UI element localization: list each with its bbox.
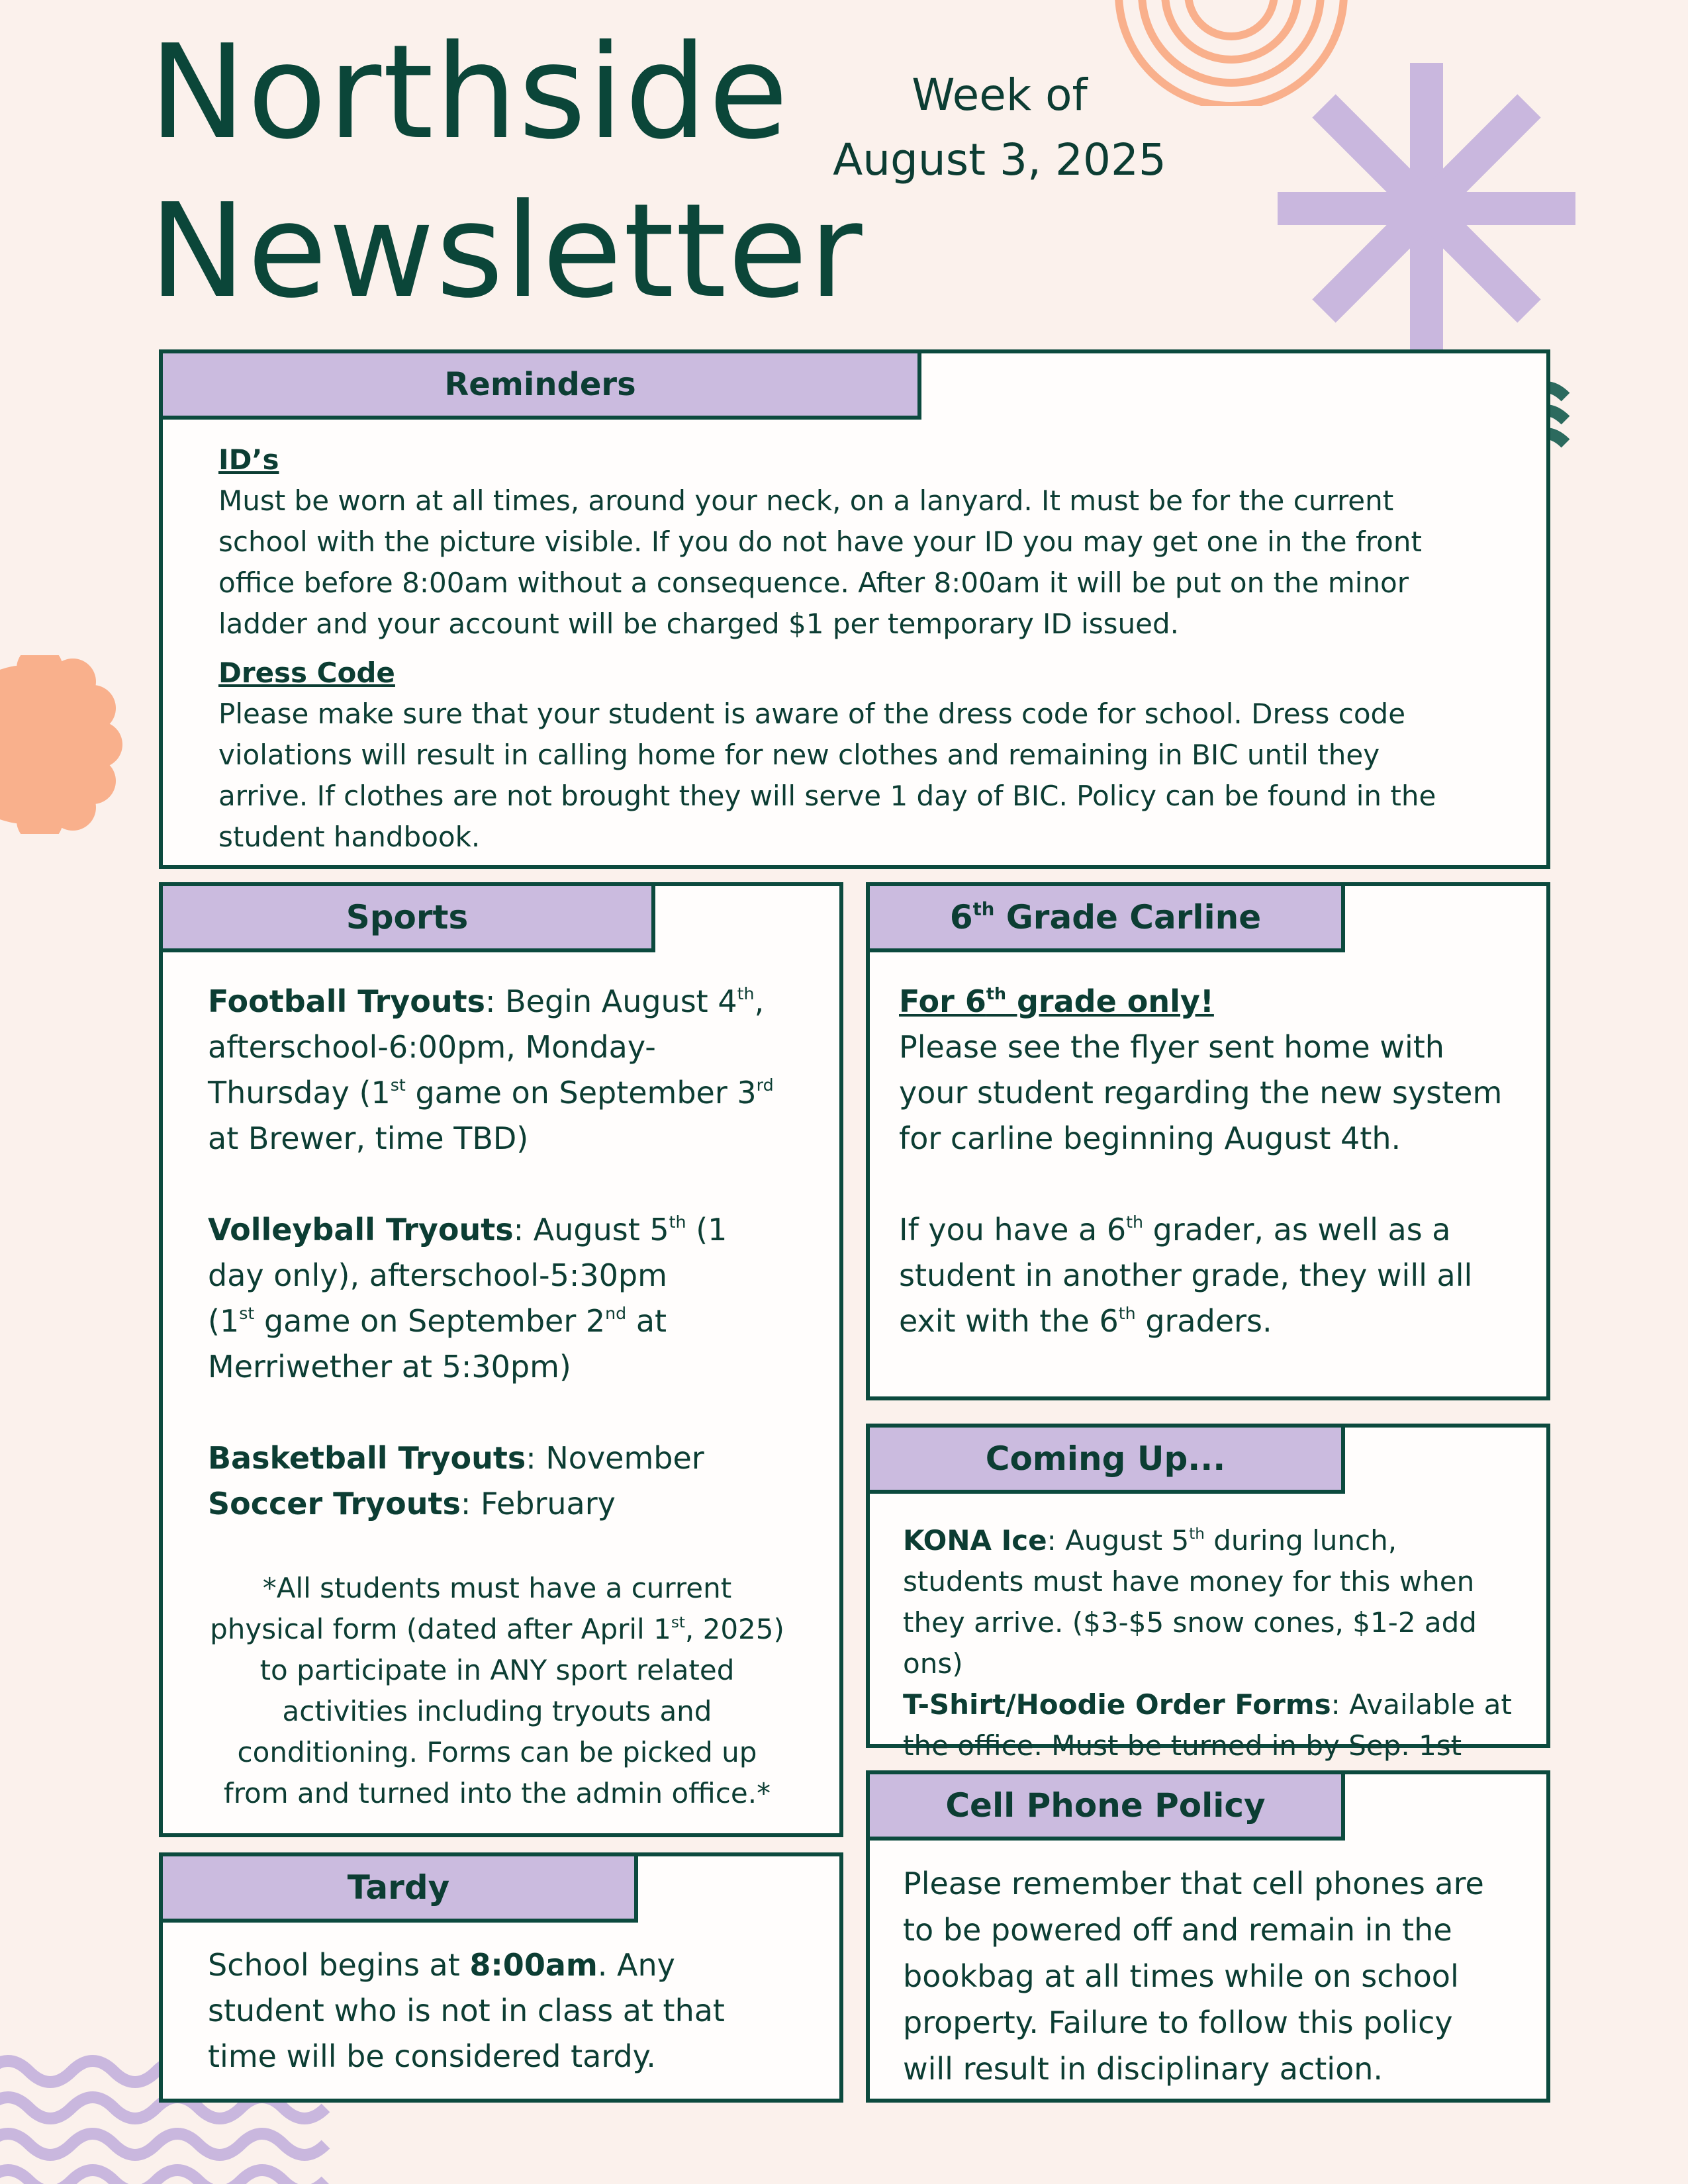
sports-header-label: Sports: [346, 898, 469, 936]
tardy-header: [159, 1852, 638, 1923]
basketball-tryouts: Basketball Tryouts: November: [208, 1440, 704, 1476]
title-line-2: Newsletter: [149, 176, 864, 327]
sports-body: [208, 979, 790, 1527]
cell-phone-header-label: Cell Phone Policy: [945, 1786, 1266, 1825]
scalloped-circle-decoration: [0, 655, 126, 834]
coming-up-section: [866, 1424, 1550, 1762]
volleyball-label: Volleyball Tryouts: [208, 1212, 514, 1248]
week-date: August 3, 2025: [833, 134, 1166, 185]
carline-text-2: If you have a 6th grader, as well as a student in another grade, they will all exit with the 6th graders.: [899, 1212, 1473, 1339]
carline-subheading: For 6th grade only!: [899, 983, 1214, 1019]
carline-section: [866, 882, 1550, 1400]
kona-ice-item: KONA Ice: August 5th during lunch, students must have money for this when they arrive. ($3-$5 snow cones, $1-2 add ons): [903, 1524, 1477, 1680]
volleyball-first-game: (1st game on September 2nd at Merriwether at 5:30pm): [208, 1303, 667, 1385]
carline-header-label: 6th Grade Carline: [949, 898, 1262, 936]
football-tryouts: Football Tryouts: Begin August 4th, afterschool-6:00pm, Monday-Thursday (1st game on September 3rd at Brewer, time TBD): [208, 983, 774, 1156]
tardy-header-label: Tardy: [347, 1868, 450, 1907]
reminders-header-label: Reminders: [444, 366, 636, 403]
tshirt-label: T-Shirt/Hoodie Order Forms: [903, 1688, 1331, 1721]
newsletter-title: [149, 13, 864, 331]
kona-label: KONA Ice: [903, 1524, 1047, 1557]
volleyball-tryouts: Volleyball Tryouts: August 5th (1 day only), afterschool-5:30pm: [208, 1212, 727, 1293]
soccer-label: Soccer Tryouts: [208, 1486, 461, 1522]
football-label: Football Tryouts: [208, 983, 485, 1019]
title-line-1: Northside: [149, 17, 790, 168]
cell-phone-header: [866, 1770, 1345, 1841]
cell-phone-text: Please remember that cell phones are to be powered off and remain in the bookbag at all times while on school property. Failure to follow this policy will result in disciplinary action.: [903, 1866, 1484, 2087]
carline-body: [899, 979, 1521, 1344]
tardy-body: School begins at 8:00am. Any student who is not in class at that time will be considered tardy.: [208, 1947, 725, 2074]
basketball-label: Basketball Tryouts: [208, 1440, 526, 1476]
ids-text: Must be worn at all times, around your neck, on a lanyard. It must be for the current school with the picture visible. If you do not have your ID you may get one in the front office before 8:00am without a consequence. After 8:00am it will be put on the minor ladder and your account will be charged $1 per temporary ID issued.: [218, 484, 1422, 640]
coming-up-header-label: Coming Up...: [985, 1439, 1226, 1478]
sports-header: [159, 882, 655, 952]
reminders-header: [159, 349, 921, 420]
soccer-tryouts: Soccer Tryouts: February: [208, 1486, 616, 1522]
reminders-section: [159, 349, 1550, 869]
coming-up-header: [866, 1424, 1345, 1494]
week-label: Week of: [912, 69, 1088, 120]
asterisk-decoration: [1278, 63, 1575, 354]
tshirt-order-item: T-Shirt/Hoodie Order Forms: Available at the office. Must be turned in by Sep. 1st: [903, 1688, 1512, 1762]
carline-text-1: Please see the flyer sent home with your student regarding the new system for carline beginning August 4th.: [899, 1029, 1503, 1156]
physical-form-note: *All students must have a current physical form (dated after April 1st, 2025) to participate in ANY sport related activities including tryouts and conditioning. Forms can be picked up from and turned into the admin office.*: [210, 1572, 784, 1809]
ids-heading: ID’s: [218, 443, 279, 476]
coming-up-body: [903, 1520, 1525, 1766]
dress-code-text: Please make sure that your student is aware of the dress code for school. Dress code violations will result in calling home for new clothes and remaining in BIC until they arrive. If clothes are not brought they will serve 1 day of BIC. Policy can be found in the student handbook.: [218, 698, 1436, 853]
cell-phone-section: [866, 1770, 1550, 2103]
dress-code-heading: Dress Code: [218, 657, 395, 689]
sports-section: [159, 882, 843, 1837]
reminders-body: [218, 439, 1436, 858]
week-of-date: [814, 63, 1185, 193]
cell-phone-body: [903, 1860, 1512, 2092]
school-start-time: 8:00am: [469, 1947, 598, 1983]
carline-header: [866, 882, 1345, 952]
tardy-section: [159, 1852, 843, 2103]
